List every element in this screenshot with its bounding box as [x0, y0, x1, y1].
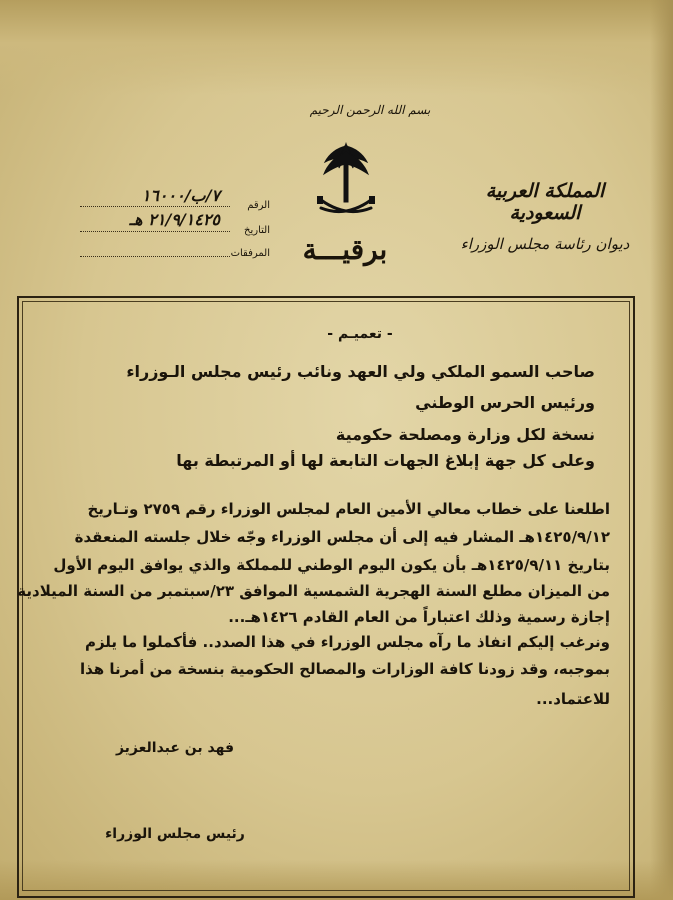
attachments-label: المرفقات: [230, 248, 270, 259]
attachments-dotted-line: [80, 256, 230, 257]
signatory-name: فهد بن عبدالعزيز: [115, 740, 235, 756]
body-line: إجازة رسمية وذلك اعتباراً من العام القادم ١٤٢٦هـ...: [228, 608, 610, 626]
body-line: ونرغب إليكم انفاذ ما رآه مجلس الوزراء في هذا الصدد.. فأكملوا ما يلزم: [84, 633, 610, 651]
date-dotted-line: [80, 231, 230, 232]
body-line: من الميزان مطلع السنة الهجرية الشمسية الموافق ٢٣/سبتمبر من السنة الميلادية: [17, 582, 610, 600]
body-line: بتاريخ ١٤٢٥/٩/١١هـ بأن يكون اليوم الوطني للمملكة والذي يوافق اليوم الأول: [53, 556, 610, 574]
body-line: اطلعنا على خطاب معالي الأمين العام لمجلس الوزراء رقم ٢٧٥٩ وتـاريخ: [87, 500, 610, 518]
signatory-title: رئيس مجلس الوزراء: [105, 826, 245, 842]
addressee-line: نسخة لكل وزارة ومصلحة حكومية: [335, 425, 595, 444]
paper-edge-right: [650, 0, 673, 900]
reference-dotted-line: [80, 206, 230, 207]
reference-number-value: ٧/ب/١٦٠٠٠: [141, 186, 220, 205]
circular-heading: - تعميـم -: [327, 326, 393, 342]
document-type-title: برقيـــة: [302, 233, 388, 266]
diwan-letterhead: ديوان رئاسة مجلس الوزراء: [460, 235, 630, 253]
saudi-emblem-icon: [315, 138, 377, 230]
date-value: ٢١/٩/١٤٢٥ هـ: [129, 210, 220, 229]
basmala: بسم الله الرحمن الرحيم: [309, 103, 431, 117]
body-line: بموجبه، وقد زودنا كافة الوزارات والمصالح الحكومية بنسخة من أمرنا هذا: [79, 660, 610, 678]
kingdom-letterhead: المملكة العربية السعودية: [485, 180, 605, 224]
body-line: ١٤٢٥/٩/١٢هـ المشار فيه إلى أن مجلس الوزراء وجّه خلال جلسته المنعقدة: [74, 528, 610, 546]
addressee-line: وعلى كل جهة إبلاغ الجهات التابعة لها أو المرتبطة بها: [176, 451, 595, 470]
paper-edge-top: [0, 0, 673, 95]
reference-number-label: الرقم: [247, 200, 270, 211]
body-line: للاعتماد...: [536, 690, 610, 708]
addressee-line: ورئيس الحرس الوطني: [415, 393, 595, 412]
date-label: التاريخ: [244, 225, 270, 236]
addressee-line: صاحب السمو الملكي ولي العهد ونائب رئيس مجلس الـوزراء: [126, 362, 595, 381]
